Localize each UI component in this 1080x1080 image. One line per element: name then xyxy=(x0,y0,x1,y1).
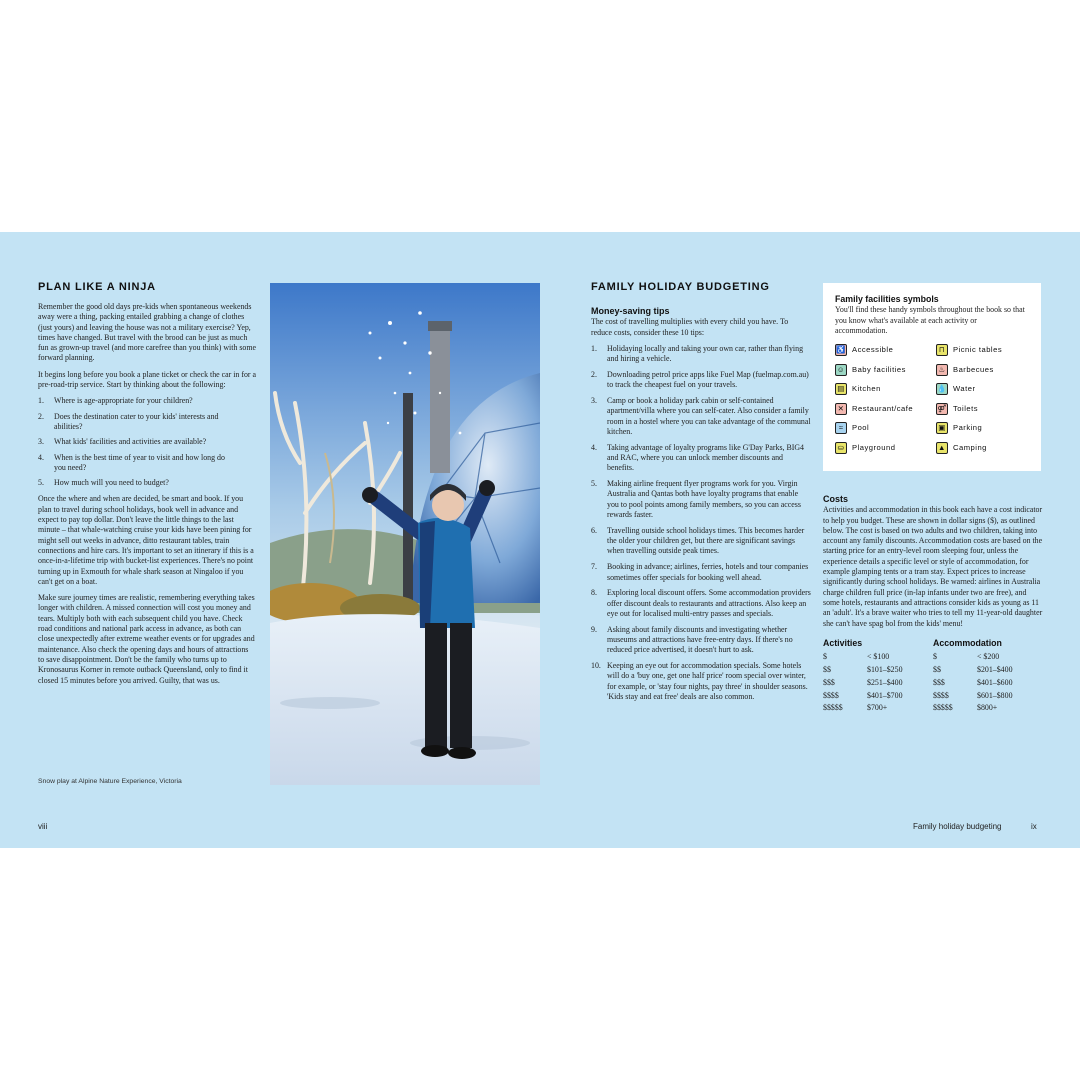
cost-sign: $ xyxy=(823,652,827,662)
cost-sign: $$$$ xyxy=(933,690,949,700)
question-item xyxy=(38,453,256,474)
tip-item xyxy=(591,479,811,520)
cost-range: $700+ xyxy=(867,703,888,713)
tip-item-number: 10. xyxy=(591,661,601,671)
intro-paragraph: Remember the good old days pre-kids when spontaneous weekends away were a thing, packing entailed grabbing a change of clothes (just yours) and leaving the house was not a military exercise? Yep, times have changed. But travel with the brood can be just as much fun as grown-up travel (and more carefree than you think) with some forward planning. xyxy=(38,302,257,363)
tip-item-number: 1. xyxy=(591,343,597,353)
question-item xyxy=(38,396,256,406)
camping-icon: ▲ xyxy=(936,442,948,454)
tip-item xyxy=(591,370,811,391)
cost-range: < $200 xyxy=(977,652,1000,662)
question-item-number: 4. xyxy=(38,452,44,462)
tip-item xyxy=(591,396,811,437)
toilets-icon: ⚤ xyxy=(937,403,947,413)
question-item-number: 3. xyxy=(38,437,44,447)
accommodation-rows xyxy=(933,651,1043,715)
cost-row xyxy=(823,677,933,690)
tip-item-number: 3. xyxy=(591,396,597,406)
cost-row xyxy=(933,690,1043,703)
restaurant-icon: ✕ xyxy=(835,403,847,415)
cost-range: $401–$700 xyxy=(867,690,903,700)
snow-photo-illustration xyxy=(270,283,540,785)
cost-row xyxy=(823,651,933,664)
page-number-right: ix xyxy=(1031,822,1037,831)
tip-item xyxy=(591,625,811,656)
tip-item xyxy=(591,443,811,474)
symbol-label: Restaurant/cafe xyxy=(852,403,914,413)
tip-item-text: Exploring local discount offers. Some accommodation providers offer discount deals to restaurants and attractions. Also keep an eye out for localised multi-entry passes and specials. xyxy=(607,588,811,618)
symbol-item xyxy=(835,344,936,356)
cost-sign: $ xyxy=(933,652,937,662)
water-icon: 💧 xyxy=(937,384,947,394)
plan-heading: PLAN LIKE A NINJA xyxy=(38,281,156,293)
journey-paragraph: Make sure journey times are realistic, remembering everything takes longer with children. A missed connection will cost you money and tears. Multiply both with each subsequent child you have. Check road conditions and national park access in advance, as both can close unexpectedly after extreme weather events or for upgrades and maintenance. Also check the opening days and hours of attractions to save disappointment. Don't be the family who turns up to Kronosaurus Korner in remote outback Queensland, only to find it closed 15 minutes before you arrived. Guilty, that was us. xyxy=(38,593,255,685)
cost-range: $401–$600 xyxy=(977,677,1013,687)
symbol-item xyxy=(936,383,1036,395)
symbol-item xyxy=(936,403,1036,415)
question-item-number: 2. xyxy=(38,411,44,421)
activities-heading: Activities xyxy=(823,637,863,648)
cost-sign: $$$ xyxy=(823,677,835,687)
cost-range: $800+ xyxy=(977,703,998,713)
question-item-number: 5. xyxy=(38,478,44,488)
symbol-item xyxy=(936,442,1036,454)
questions-list xyxy=(38,396,256,488)
symbol-label: Barbecues xyxy=(953,364,994,374)
cost-range: < $100 xyxy=(867,652,890,662)
cost-tables xyxy=(823,638,1043,715)
book-spread xyxy=(0,232,1080,848)
kitchen-icon: ▤ xyxy=(835,383,847,395)
booking-paragraph: Once the where and when are decided, be smart and book. If you plan to travel during school holidays, book well in advance and expect to pay top dollar. Don't leave the little things to the last minute – that whale-watching cruise your kids have been pining for might sell out weeks in advance, ditto restaurant tables, train connections and hire cars. It's important to set an itinerary if this is a once-in-a-lifetime trip with bucket-list experiences. There's no point turning up in Exmouth for whale shark season at Ningaloo if you can't get on a boat. xyxy=(38,494,254,586)
symbol-item xyxy=(936,364,1036,376)
tip-item-text: Holidaying locally and taking your own car, rather than flying and hiring a vehicle. xyxy=(607,343,804,364)
tip-item-text: Taking advantage of loyalty programs like G'Day Parks, BIG4 and RAC, where you can unlock member discounts and benefits. xyxy=(607,442,804,473)
tip-item-text: Downloading petrol price apps like Fuel Map (fuelmap.com.au) to track the cheapest fuel on your travels. xyxy=(607,369,809,390)
question-item xyxy=(38,478,256,488)
question-item-text: How much will you need to budget? xyxy=(54,478,169,488)
costs-heading: Costs xyxy=(823,494,849,504)
accommodation-table xyxy=(933,638,1043,715)
cost-sign: $$ xyxy=(823,664,831,674)
cost-sign: $$$$$ xyxy=(823,703,843,713)
tip-item-number: 7. xyxy=(591,562,597,572)
money-tips-heading: Money-saving tips xyxy=(591,306,670,316)
symbol-label: Toilets xyxy=(953,403,979,413)
tip-item-text: Making airline frequent flyer programs work for you. Virgin Australia and Qantas both have loyalty programs that enable you to pool points among family members, so you can access rewards faster. xyxy=(607,479,801,520)
accessible-icon: ♿ xyxy=(836,345,846,355)
activities-rows xyxy=(823,651,933,715)
cost-sign: $$$$ xyxy=(823,690,839,700)
cost-sign: $$$$$ xyxy=(933,703,953,713)
cost-row xyxy=(823,690,933,703)
cost-range: $101–$250 xyxy=(867,664,903,674)
symbol-label: Accessible xyxy=(852,345,894,355)
cost-row xyxy=(933,702,1043,715)
cost-range: $601–$800 xyxy=(977,690,1013,700)
costs-section xyxy=(823,494,1043,715)
tip-item-text: Asking about family discounts and investigating whether museums and attractions have free-entry days. If there's no reduced price advertised, it doesn't hurt to ask. xyxy=(607,624,793,655)
tip-item xyxy=(591,661,811,702)
budgeting-heading: FAMILY HOLIDAY BUDGETING xyxy=(591,281,770,293)
symbol-item xyxy=(835,364,936,376)
symbols-grid xyxy=(835,344,1029,454)
question-item-text: What kids' facilities and activities are available? xyxy=(54,437,207,447)
tip-item-number: 4. xyxy=(591,442,597,452)
tip-item xyxy=(591,526,811,557)
money-tips-list xyxy=(591,344,811,702)
symbol-label: Picnic tables xyxy=(953,345,1003,355)
symbol-item xyxy=(936,422,1036,434)
picnic-table-icon: ⊓ xyxy=(936,344,948,356)
symbol-label: Playground xyxy=(852,442,896,452)
running-footer-title: Family holiday budgeting xyxy=(913,822,1002,831)
tip-item-number: 6. xyxy=(591,525,597,535)
playground-icon: ⛀ xyxy=(835,442,847,454)
symbol-label: Baby facilities xyxy=(852,364,906,374)
facilities-symbols-box xyxy=(823,283,1041,471)
snow-play-photo xyxy=(270,283,540,785)
barbecue-icon: ♨ xyxy=(936,364,948,376)
tip-item-text: Camp or book a holiday park cabin or self-contained apartment/villa where you can self-cater. Also consider a family room in a hostel where you can take advantage of the communal kitchen. xyxy=(607,396,811,436)
question-item-text: Does the destination cater to your kids' interests and abilities? xyxy=(54,411,219,431)
symbol-item xyxy=(835,383,936,395)
question-item xyxy=(38,412,256,433)
page-number-left: viii xyxy=(38,822,48,831)
symbol-label: Pool xyxy=(852,423,870,433)
photo-caption: Snow play at Alpine Nature Experience, Victoria xyxy=(38,778,182,785)
cost-range: $201–$400 xyxy=(977,664,1013,674)
cost-row xyxy=(933,664,1043,677)
start-paragraph: It begins long before you book a plane ticket or check the car in for a pre-road-trip service. Start by thinking about the following: xyxy=(38,369,257,390)
baby-icon: ☺ xyxy=(836,364,846,374)
symbols-heading: Family facilities symbols xyxy=(835,294,939,304)
cost-row xyxy=(823,702,933,715)
tip-item-number: 9. xyxy=(591,624,597,634)
tip-item xyxy=(591,588,811,619)
cost-sign: $$ xyxy=(933,664,941,674)
symbol-label: Parking xyxy=(953,423,983,433)
symbol-label: Camping xyxy=(953,442,987,452)
cost-row xyxy=(823,664,933,677)
symbol-item xyxy=(835,403,936,415)
question-item-text: When is the best time of year to visit and how long do you need? xyxy=(54,452,225,472)
money-tips-column xyxy=(591,306,811,708)
symbol-item xyxy=(936,344,1036,356)
tip-item-number: 8. xyxy=(591,588,597,598)
tip-item-number: 5. xyxy=(591,479,597,489)
symbol-item xyxy=(835,422,936,434)
symbol-label: Kitchen xyxy=(852,384,881,394)
question-item xyxy=(38,437,256,447)
activities-table xyxy=(823,638,933,715)
cost-row xyxy=(933,651,1043,664)
question-item-text: Where is age-appropriate for your children? xyxy=(54,396,193,406)
tip-item-number: 2. xyxy=(591,369,597,379)
left-column xyxy=(38,302,256,692)
tip-item-text: Booking in advance; airlines, ferries, hotels and tour companies sometimes offer specials for booking well ahead. xyxy=(607,562,809,582)
tip-item-text: Travelling outside school holidays times. This becomes harder the older your children get, but there are significant savings when travelling outside peak times. xyxy=(607,525,805,556)
tip-item-text: Keeping an eye out for accommodation specials. Some hotels will do a 'buy one, get one half price' room special over winter, for example, or 'stay four nights, pay three' in shoulder seasons. 'Kids stay and eat free' deals are also common. xyxy=(607,661,808,701)
symbols-intro: You'll find these handy symbols throughout the book so that you know what's available at each activity or accommodation. xyxy=(835,305,1025,335)
pool-icon: ≈ xyxy=(835,422,847,434)
symbol-item xyxy=(835,442,936,454)
cost-sign: $$$ xyxy=(933,677,945,687)
tip-item xyxy=(591,562,811,583)
tip-item xyxy=(591,344,811,365)
symbol-label: Water xyxy=(953,384,976,394)
money-tips-intro: The cost of travelling multiplies with every child you have. To reduce costs, consider these 10 tips: xyxy=(591,317,789,337)
parking-icon: ▣ xyxy=(936,422,948,434)
accommodation-heading: Accommodation xyxy=(933,637,1002,648)
cost-range: $251–$400 xyxy=(867,677,903,687)
question-item-number: 1. xyxy=(38,396,44,406)
cost-row xyxy=(933,677,1043,690)
costs-text: Activities and accommodation in this book each have a cost indicator to help you budget. These are shown in dollar signs ($), as outlined below. The cost is based on two adults and two children, taking into account any family discounts. Accommodation costs are based on the starting price for an entry-level room sleeping four, unless the experience details a specific level or style of accommodation, for example glamping tents or a tram stay. Expect prices to increase significantly during school holidays. Be warned: airlines in Australia charge children full price (in-lap infants under two are free), and some hotels, restaurants and attractions consider kids as young as 11 an 'adult'. It's a brave waiter who tries to tell my 11-year-old daughter she can't have spag bol from the kids' menu! xyxy=(823,505,1043,628)
